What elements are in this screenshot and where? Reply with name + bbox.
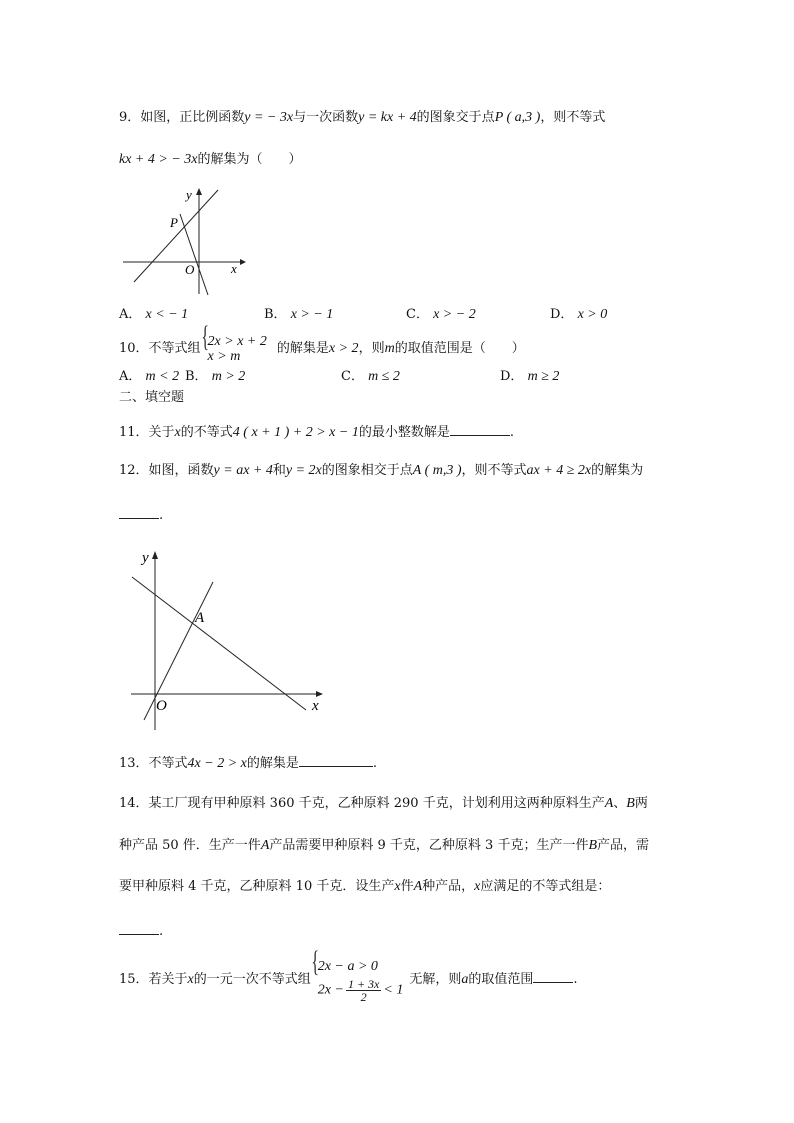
q9-graph-p-label: P — [170, 215, 178, 230]
q11-ineq: 4 ( x + 1 ) + 2 > x − 1 — [232, 425, 359, 440]
q9-f2: y = kx + 4 — [358, 110, 417, 125]
q11-answer-blank[interactable] — [450, 421, 510, 436]
q9-graph-x-label: x — [231, 261, 237, 276]
q12-line1: 12．如图，函数y = ax + 4和y = 2x的图象相交于点A ( m,3 )，则不等式ax + 4 ≥ 2x的解集为 — [119, 463, 644, 478]
q10-line: 10．不等式组 { 2x > x + 2 x > m 的解集是x > 2，则m的取值范围是（ ） — [119, 332, 525, 366]
q12-answer-blank[interactable] — [119, 504, 159, 519]
q9-line1: 9．如图，正比例函数y = − 3x与一次函数y = kx + 4的图象交于点P ( a,3 )，则不等式 — [119, 110, 606, 125]
q12-graph-x-label: x — [312, 698, 319, 714]
q14-answer-blank[interactable] — [119, 920, 159, 935]
q12-line2: . — [119, 504, 163, 525]
q11-line: 11．关于x的不等式4 ( x + 1 ) + 2 > x − 1的最小整数解是 . — [119, 421, 514, 442]
q9-ineq: kx + 4 > − 3x — [119, 152, 198, 167]
q12-graph-origin-label: O — [156, 698, 167, 714]
q9-f1: y = − 3x — [244, 110, 294, 125]
q14-line4: . — [119, 920, 163, 941]
q9-graph-origin-label: O — [185, 262, 195, 277]
q9-graph — [118, 182, 248, 297]
q12-graph — [126, 548, 326, 733]
q10-system: { 2x > x + 2 x > m — [201, 334, 267, 364]
q13-answer-blank[interactable] — [299, 752, 373, 767]
q14-line1: 14．某工厂现有甲种原料 360 千克，乙种原料 290 千克，计划利用这两种原料生产A、B两 — [119, 796, 648, 811]
q15-line: 15．若关于x的一元一次不等式组 { 2x − a > 0 2x − $\frac{1 + 3x}{2}$ < 1 无解，则a的取值范围 . — [119, 955, 578, 1005]
q12-graph-y-label: y — [142, 550, 149, 566]
section-title: 二、填空题 — [119, 390, 185, 405]
q9-line2: kx + 4 > − 3x的解集为（ ） — [119, 152, 302, 167]
q14-line2: 种产品 50 件．生产一件A产品需要甲种原料 9 千克，乙种原料 3 千克；生产一件B产品，需 — [119, 838, 650, 853]
q15-system: { 2x − a > 0 2x − $\frac{1 + 3x}{2}$ < 1 — [311, 956, 404, 1003]
q9-graph-y-label: y — [186, 187, 192, 202]
q14-line3: 要甲种原料 4 千克，乙种原料 10 千克．设生产x件A种产品，x应满足的不等式组是： — [119, 879, 611, 894]
q12-graph-a-label: A — [195, 610, 205, 626]
q9-point: P ( a,3 ) — [494, 110, 541, 125]
q13-line: 13．不等式4x − 2 > x的解集是 . — [119, 752, 377, 773]
q15-answer-blank[interactable] — [533, 968, 573, 983]
